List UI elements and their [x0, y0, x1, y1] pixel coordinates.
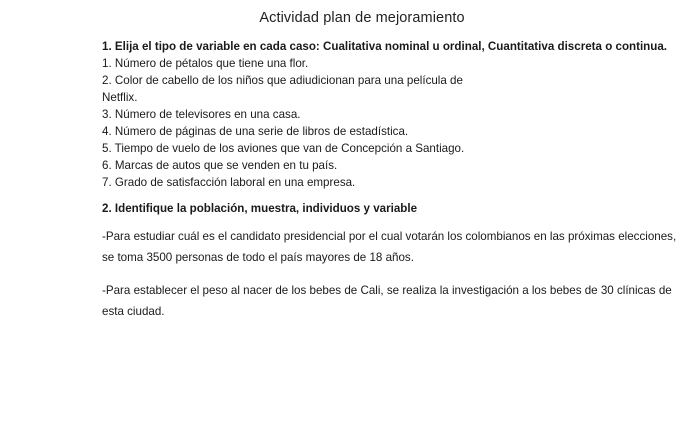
- list-item: 7. Grado de satisfacción laboral en una empresa.: [102, 176, 356, 189]
- list-item: 6. Marcas de autos que se venden en tu país.: [102, 159, 338, 172]
- section-2-heading: 2. Identifique la población, muestra, individuos y variable: [102, 202, 418, 215]
- list-item: 3. Número de televisores en una casa.: [102, 108, 301, 121]
- section-1-heading: 1. Elija el tipo de variable en cada caso: Cualitativa nominal u ordinal, Cuantitativa discreta o continua.: [102, 40, 668, 53]
- document-body: [102, 38, 682, 333]
- list-item: Netflix.: [102, 91, 138, 104]
- page-title: Actividad plan de mejoramiento: [259, 10, 465, 26]
- list-item: 1. Número de pétalos que tiene una flor.: [102, 57, 309, 70]
- paragraph: -Para estudiar cuál es el candidato presidencial por el cual votarán los colombianos en las próximas elecciones, se toma 3500 personas de todo el país mayores de 18 años.: [102, 230, 677, 264]
- paragraph: -Para establecer el peso al nacer de los bebes de Cali, se realiza la investigación a los bebes de 30 clínicas de esta ciudad.: [102, 283, 672, 318]
- list-item: 2. Color de cabello de los niños que adiudicionan para una película de: [102, 74, 463, 87]
- list-item: 4. Número de páginas de una serie de libros de estadística.: [102, 125, 409, 138]
- list-item: 5. Tiempo de vuelo de los aviones que van de Concepción a Santiago.: [102, 142, 465, 155]
